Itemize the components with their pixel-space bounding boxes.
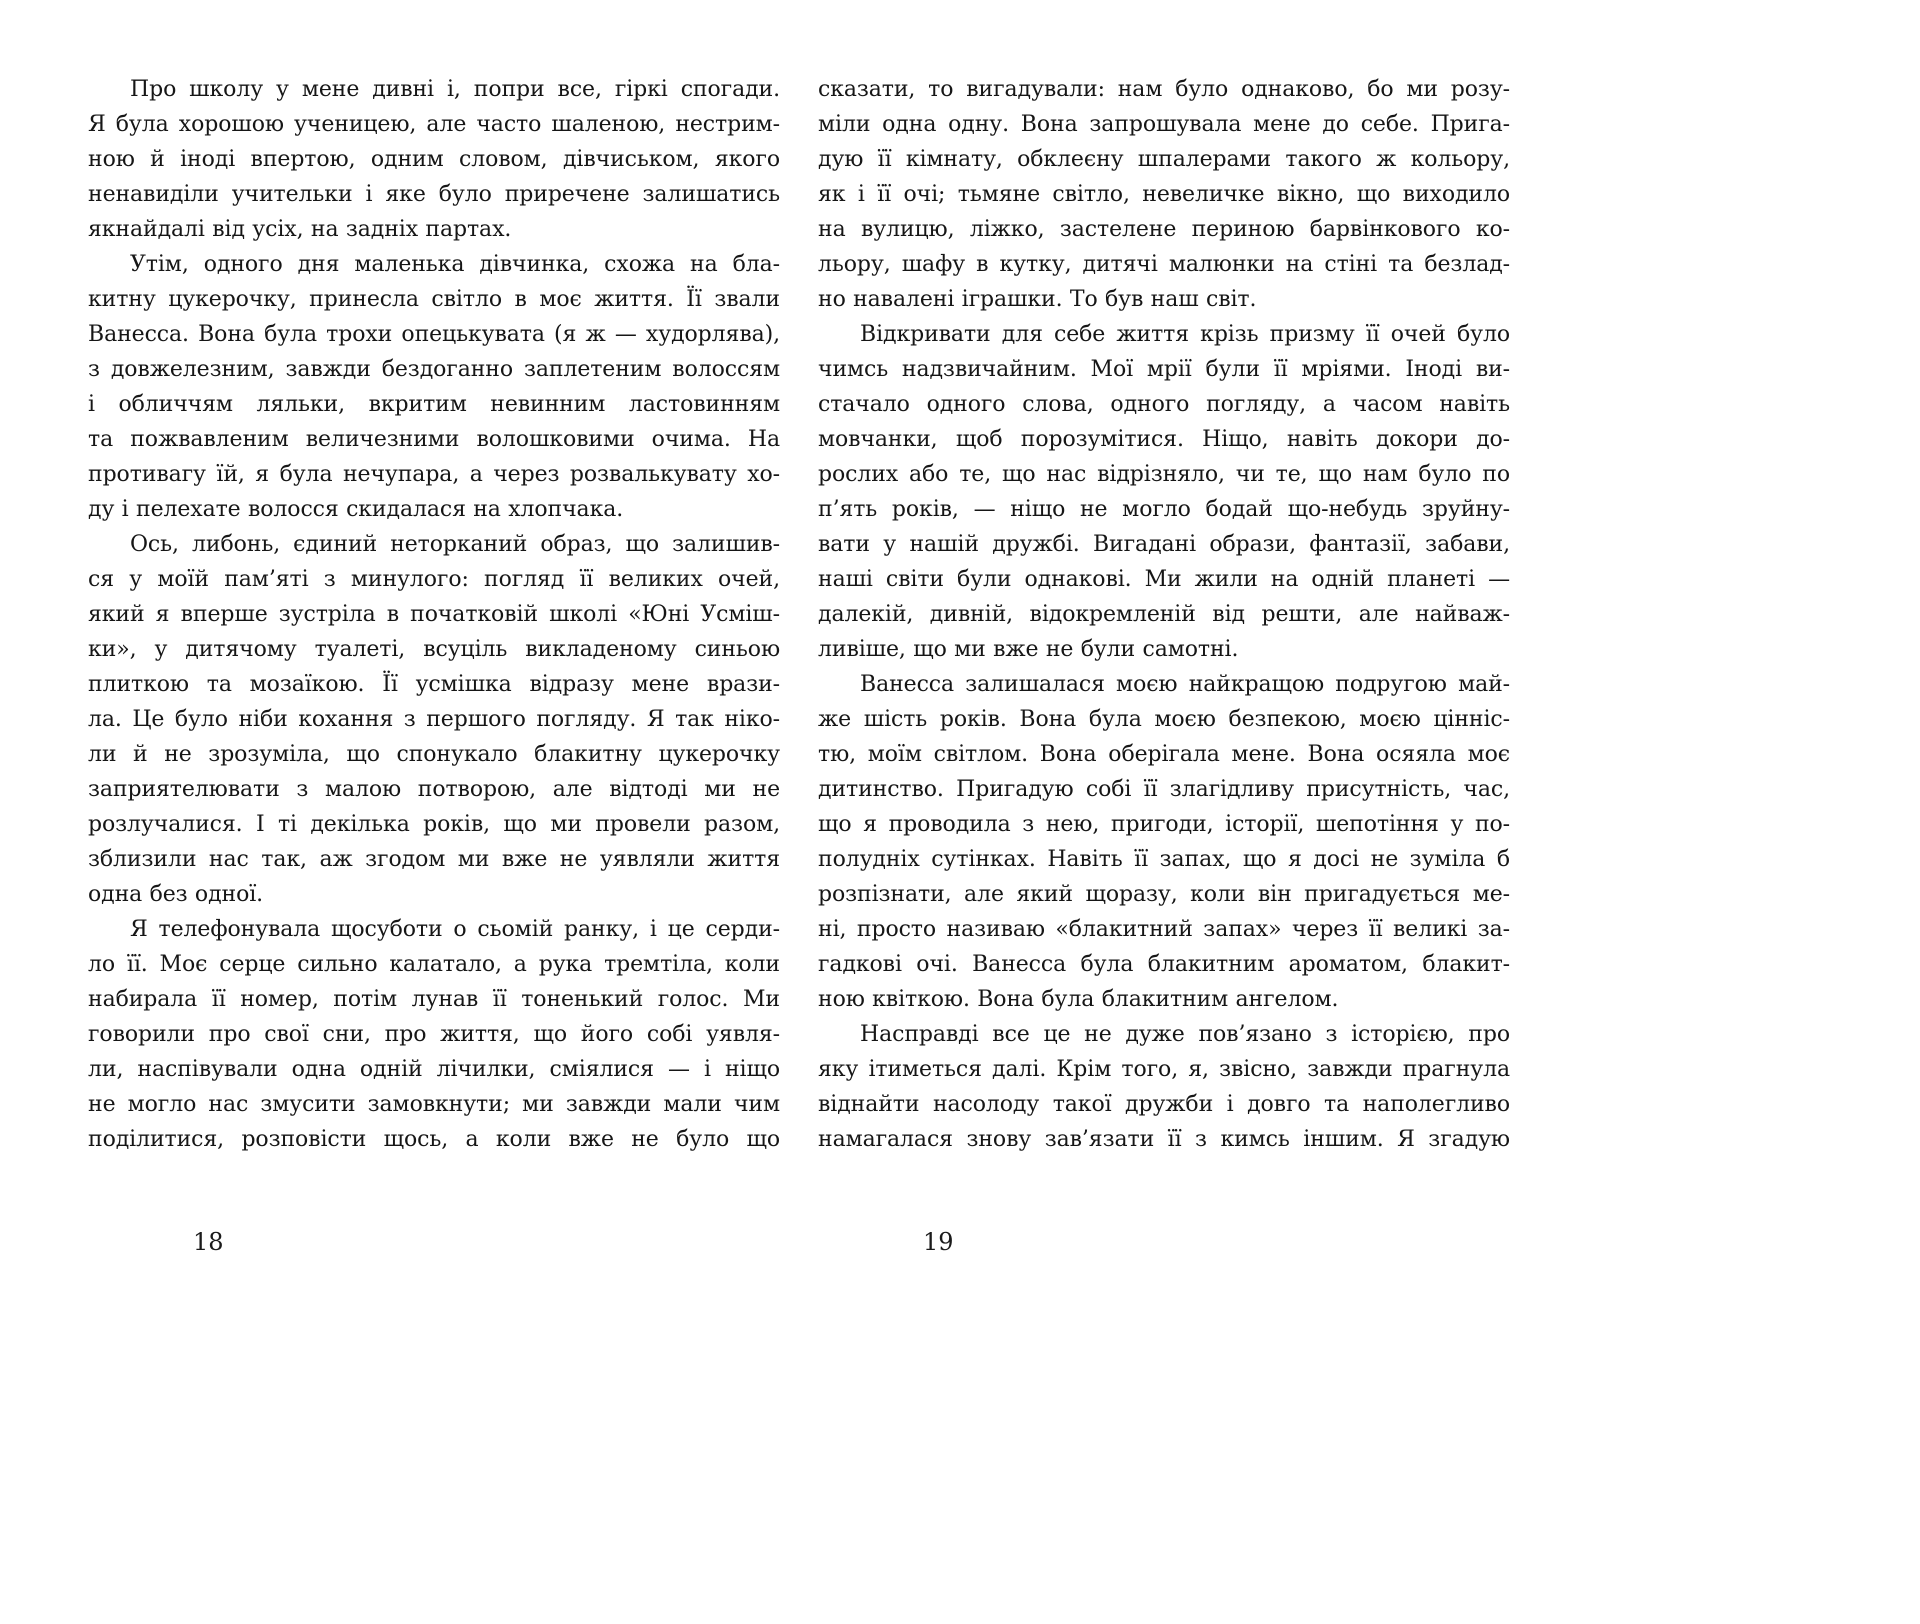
text-line: ся у моїй пам’яті з минулого: погляд її великих очей,	[88, 567, 780, 592]
text-line: китну цукерочку, принесла світло в моє життя. Її звали	[88, 287, 780, 312]
text-line: зблизили нас так, аж згодом ми вже не уявляли життя	[88, 847, 780, 872]
text-line: яку ітиметься далі. Крім того, я, звісно, завжди прагнула	[818, 1057, 1510, 1082]
page-number: 18	[193, 1228, 224, 1256]
text-line: наші світи були однакові. Ми жили на одній планеті —	[818, 567, 1510, 592]
text-line: розлучалися. І ті декілька років, що ми провели разом,	[88, 812, 780, 837]
text-line: п’ять років, — ніщо не могло бодай що-небудь зруйну-	[818, 497, 1510, 522]
book-page-left	[88, 72, 780, 1257]
text-line: мовчанки, щоб порозумітися. Ніщо, навіть докори до-	[818, 427, 1510, 452]
text-line: не могло нас змусити замовкнути; ми завжди мали чим	[88, 1092, 780, 1117]
text-line: заприятелювати з малою потворою, але відтоді ми не	[88, 777, 780, 802]
page-number: 19	[923, 1228, 954, 1256]
text-line: далекій, дивній, відокремленій від решти, але найваж-	[818, 602, 1510, 627]
text-line: якнайдалі від усіх, на задніх партах.	[88, 217, 512, 242]
text-line: полудніх сутінках. Навіть її запах, що я досі не зуміла б	[818, 847, 1510, 872]
page-text-block	[88, 72, 780, 1157]
text-line: противагу їй, я була нечупара, а через розвалькувату хо-	[88, 462, 780, 487]
text-line: та пожвавленим величезними волошковими очима. На	[88, 427, 780, 452]
text-line: на вулицю, ліжко, застелене периною барвінкового ко-	[818, 217, 1510, 242]
text-line: як і її очі; тьмяне світло, невеличке вікно, що виходило	[818, 182, 1510, 207]
text-line: ду і пелехате волосся скидалася на хлопчака.	[88, 497, 624, 522]
text-line: ненавиділи учительки і яке було приречене залишатись	[88, 182, 780, 207]
text-line: но навалені іграшки. То був наш світ.	[818, 287, 1257, 312]
text-line: Ванесса. Вона була трохи опецькувата (я ж — худорлява),	[88, 322, 780, 347]
text-line: ла. Це було ніби кохання з першого погляду. Я так ніко-	[88, 707, 780, 732]
text-line: Насправді все це не дуже пов’язано з історією, про	[860, 1022, 1510, 1047]
text-line: дую її кімнату, обклеєну шпалерами такого ж кольору,	[818, 147, 1510, 172]
text-line: одна без одної.	[88, 882, 264, 907]
paragraph	[88, 72, 780, 247]
text-line: ки», у дитячому туалеті, всуціль викладеному синьою	[88, 637, 780, 662]
text-line: гадкові очі. Ванесса була блакитним ароматом, блакит-	[818, 952, 1510, 977]
text-line: тю, моїм світлом. Вона оберігала мене. Вона осяяла моє	[818, 742, 1510, 767]
text-line: рослих або те, що нас відрізняло, чи те, що нам було по	[818, 462, 1510, 487]
text-line: міли одна одну. Вона запрошувала мене до себе. Прига-	[818, 112, 1510, 137]
page-text-block	[818, 72, 1510, 1157]
paragraph	[818, 667, 1510, 1017]
text-line: поділитися, розповісти щось, а коли вже не було що	[88, 1127, 780, 1152]
text-line: ли, наспівували одна одній лічилки, сміялися — і ніщо	[88, 1057, 780, 1082]
text-line: плиткою та мозаїкою. Її усмішка відразу мене врази-	[88, 672, 780, 697]
text-line: Про школу у мене дивні і, попри все, гіркі спогади.	[130, 77, 780, 102]
text-line: ло її. Моє серце сильно калатало, а рука тремтіла, коли	[88, 952, 780, 977]
text-line: ли й не зрозуміла, що спонукало блакитну цукерочку	[88, 742, 780, 767]
text-line: вати у нашій дружбі. Вигадані образи, фантазії, забави,	[818, 532, 1510, 557]
text-line: Ванесса залишалася моєю найкращою подругою май-	[860, 672, 1510, 697]
text-line: же шість років. Вона була моєю безпекою, моєю цінніс-	[818, 707, 1510, 732]
text-line: чимсь надзвичайним. Мої мрії були її мріями. Іноді ви-	[818, 357, 1510, 382]
text-line: льору, шафу в кутку, дитячі малюнки на стіні та безлад-	[818, 252, 1510, 277]
text-line: ною й іноді впертою, одним словом, дівчиськом, якого	[88, 147, 780, 172]
text-line: Я була хорошою ученицею, але часто шаленою, нестрим-	[88, 112, 780, 137]
paragraph	[88, 912, 780, 1157]
text-line: дитинство. Пригадую собі її злагідливу присутність, час,	[818, 777, 1510, 802]
text-line: намагалася знову зав’язати її з кимсь іншим. Я згадую	[818, 1127, 1510, 1152]
text-line: ливіше, що ми вже не були самотні.	[818, 637, 1239, 662]
text-line: розпізнати, але який щоразу, коли він пригадується ме-	[818, 882, 1510, 907]
text-line: набирала її номер, потім лунав її тоненький голос. Ми	[88, 987, 780, 1012]
paragraph	[818, 1017, 1510, 1157]
paragraph	[88, 247, 780, 527]
text-line: сказати, то вигадували: нам було однаково, бо ми розу-	[818, 77, 1510, 102]
text-line: Утім, одного дня маленька дівчинка, схожа на бла-	[130, 252, 780, 277]
paragraph	[88, 527, 780, 912]
book-page-right	[818, 72, 1510, 1257]
text-line: ні, просто називаю «блакитний запах» через її великі за-	[818, 917, 1510, 942]
text-line: ною квіткою. Вона була блакитним ангелом.	[818, 987, 1339, 1012]
text-line: що я проводила з нею, пригоди, історії, шепотіння у по-	[818, 812, 1510, 837]
text-line: і обличчям ляльки, вкритим невинним ластовинням	[88, 392, 780, 417]
text-line: віднайти насолоду такої дружби і довго та наполегливо	[818, 1092, 1510, 1117]
text-line: Я телефонувала щосуботи о сьомій ранку, і це серди-	[130, 917, 780, 942]
text-line: говорили про свої сни, про життя, що його собі уявля-	[88, 1022, 780, 1047]
text-line: Відкривати для себе життя крізь призму її очей було	[860, 322, 1510, 347]
text-line: стачало одного слова, одного погляду, а часом навіть	[818, 392, 1510, 417]
text-line: з довжелезним, завжди бездоганно заплетеним волоссям	[88, 357, 780, 382]
text-line: Ось, либонь, єдиний неторканий образ, що залишив-	[130, 532, 780, 557]
text-line: який я вперше зустріла в початковій школі «Юні Усміш-	[88, 602, 780, 627]
paragraph	[818, 72, 1510, 317]
paragraph	[818, 317, 1510, 667]
